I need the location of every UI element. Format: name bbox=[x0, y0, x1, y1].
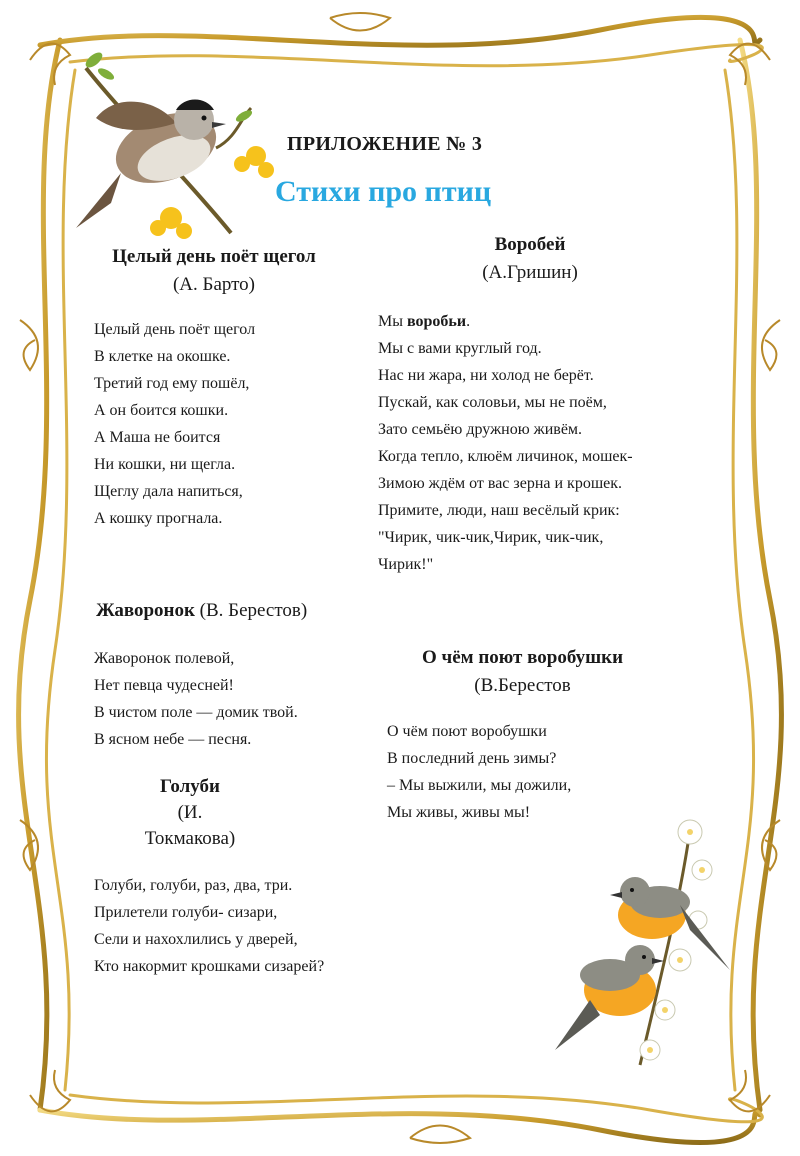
poem-line: Целый день поёт щегол bbox=[94, 321, 256, 338]
poem-line: Сели и нахохлились у дверей, bbox=[94, 931, 298, 948]
sparrow-on-branch-illustration bbox=[66, 38, 281, 253]
poem-title: Целый день поёт щегол bbox=[112, 246, 316, 267]
poem-line: – Мы выжили, мы дожили, bbox=[387, 777, 572, 794]
poem-line: А он боится кошки. bbox=[94, 402, 229, 419]
appendix-heading: ПРИЛОЖЕНИЕ № 3 bbox=[287, 133, 483, 155]
poem-author: (А. Барто) bbox=[172, 274, 256, 295]
page-subtitle: Стихи про птиц bbox=[275, 175, 492, 208]
poem-golubi-header bbox=[120, 776, 260, 850]
poem-vorobey-text bbox=[378, 308, 633, 578]
poem-line: А кошку прогнала. bbox=[94, 510, 223, 527]
poem-title: Жаворонок bbox=[96, 600, 195, 621]
poem-line: В чистом поле — домик твой. bbox=[94, 704, 298, 721]
birds-with-blossoms-illustration bbox=[540, 810, 740, 1075]
poem-shchegol-header bbox=[80, 246, 348, 296]
poem-line bbox=[378, 308, 633, 335]
poem-title: О чём поют воробушки bbox=[421, 647, 624, 668]
poem-line: Голуби, голуби, раз, два, три. bbox=[94, 877, 293, 894]
poem-vorobushki-text bbox=[387, 718, 571, 826]
poem-line: "Чирик, чик-чик,Чирик, чик-чик, bbox=[378, 529, 604, 546]
poem-line: Третий год ему пошёл, bbox=[94, 375, 250, 392]
poem-vorobushki-header bbox=[395, 647, 650, 697]
poem-line: Щеглу дала напиться, bbox=[94, 483, 243, 500]
poem-zhavoronok-header bbox=[96, 600, 307, 622]
poem-line: Зато семьёю дружною живём. bbox=[378, 421, 583, 438]
line-end: . bbox=[466, 313, 471, 330]
poem-line: Кто накормит крошками сизарей? bbox=[94, 958, 325, 975]
poem-vorobey-header bbox=[440, 234, 620, 284]
poem-author: (В. Берестов) bbox=[194, 600, 308, 621]
poem-line: Прилетели голуби- сизари, bbox=[94, 904, 278, 921]
poem-shchegol-text bbox=[94, 316, 255, 532]
poem-line: В последний день зимы? bbox=[387, 750, 557, 767]
poem-line: В ясном небе — песня. bbox=[94, 731, 252, 748]
poem-line: Мы живы, живы мы! bbox=[387, 804, 531, 821]
poem-line: Чирик!" bbox=[378, 556, 434, 573]
poem-golubi-text bbox=[94, 872, 324, 980]
poem-line: Зимою ждём от вас зерна и крошек. bbox=[378, 475, 623, 492]
line-bold-word: воробьи bbox=[406, 313, 467, 330]
poem-title: Воробей bbox=[494, 234, 566, 255]
poem-author: (А.Гришин) bbox=[482, 262, 578, 283]
poem-line: Мы с вами круглый год. bbox=[378, 340, 542, 357]
poem-line: Нас ни жара, ни холод не берёт. bbox=[378, 367, 594, 384]
poem-title: Голуби bbox=[159, 776, 221, 797]
poem-line: Примите, люди, наш весёлый крик: bbox=[378, 502, 620, 519]
line-start: Мы bbox=[378, 313, 407, 330]
poem-author: (В.Берестов bbox=[474, 675, 571, 696]
poem-line: В клетке на окошке. bbox=[94, 348, 231, 365]
poem-zhavoronok-text bbox=[94, 645, 298, 753]
poem-line: Пускай, как соловьи, мы не поём, bbox=[378, 394, 607, 411]
poem-line: О чём поют воробушки bbox=[387, 723, 547, 740]
poem-line: Ни кошки, ни щегла. bbox=[94, 456, 236, 473]
poem-line: Жаворонок полевой, bbox=[94, 650, 235, 667]
poem-line: Нет певца чудесней! bbox=[94, 677, 234, 694]
poem-author: Токмакова) bbox=[144, 828, 236, 849]
poem-line: Когда тепло, клюём личинок, мошек- bbox=[378, 448, 633, 465]
poem-line: А Маша не боится bbox=[94, 429, 221, 446]
poem-author: (И. bbox=[177, 802, 203, 823]
